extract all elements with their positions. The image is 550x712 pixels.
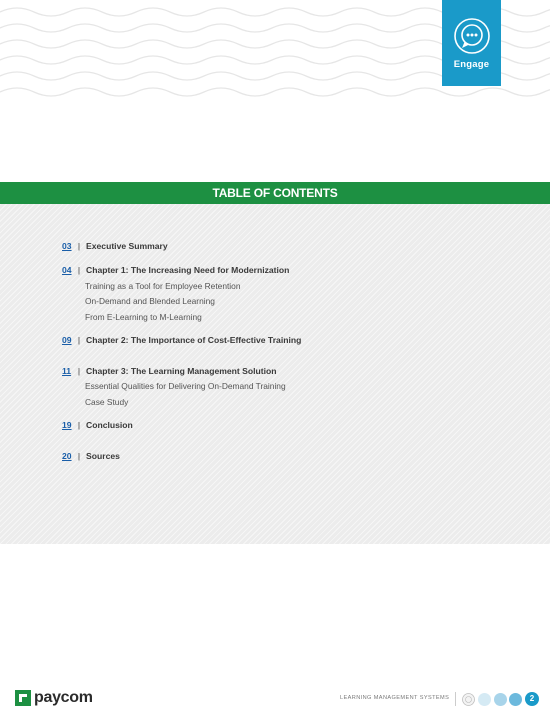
toc-subsection: From E-Learning to M-Learning <box>85 312 202 322</box>
toc-entry-title: Chapter 2: The Importance of Cost-Effective Training <box>86 335 302 345</box>
toc-subsection: On-Demand and Blended Learning <box>85 296 215 306</box>
toc-page-link[interactable]: 11 <box>62 366 72 376</box>
toc-subsection: Training as a Tool for Employee Retention <box>85 281 241 291</box>
toc-entry-title: Chapter 1: The Increasing Need for Modernization <box>86 265 290 275</box>
toc-page-link[interactable]: 09 <box>62 335 72 345</box>
progress-dot <box>478 693 491 706</box>
toc-page-link[interactable]: 19 <box>62 420 72 430</box>
brand-name: paycom <box>34 689 93 706</box>
toc-separator: | <box>77 451 81 461</box>
footer-divider <box>455 692 456 706</box>
footer-seal-icon <box>462 693 475 706</box>
toc-separator: | <box>77 366 81 376</box>
toc-separator: | <box>77 420 81 430</box>
toc-page-link[interactable]: 03 <box>62 241 72 251</box>
toc-entry-title: Executive Summary <box>86 241 168 251</box>
page-footer <box>0 680 550 712</box>
page-number: 2 <box>525 692 539 706</box>
toc-entry[interactable] <box>62 335 301 345</box>
paycom-logo-icon <box>15 690 31 706</box>
toc-entry[interactable] <box>62 265 289 275</box>
toc-entry-title: Conclusion <box>86 420 133 430</box>
document-title: LEARNING MANAGEMENT SYSTEMS <box>340 695 450 701</box>
engage-section-badge <box>442 0 501 86</box>
toc-entry-title: Sources <box>86 451 120 461</box>
toc-entry[interactable] <box>62 451 120 461</box>
toc-entry[interactable] <box>62 420 133 430</box>
toc-separator: | <box>77 265 81 275</box>
progress-dot <box>494 693 507 706</box>
toc-entry-title: Chapter 3: The Learning Management Solution <box>86 366 277 376</box>
paycom-logo <box>15 689 93 707</box>
progress-dot <box>509 693 522 706</box>
toc-separator: | <box>77 335 81 345</box>
toc-page-link[interactable]: 04 <box>62 265 72 275</box>
toc-subsection: Case Study <box>85 397 129 407</box>
toc-subsection: Essential Qualities for Delivering On-Demand Training <box>85 381 286 391</box>
toc-separator: | <box>77 241 81 251</box>
toc-entry[interactable] <box>62 366 277 376</box>
toc-page-link[interactable]: 20 <box>62 451 72 461</box>
engage-label: Engage <box>453 59 490 70</box>
toc-heading: TABLE OF CONTENTS <box>0 182 550 204</box>
toc-entry[interactable] <box>62 241 168 251</box>
chat-bubble-icon <box>452 16 492 56</box>
